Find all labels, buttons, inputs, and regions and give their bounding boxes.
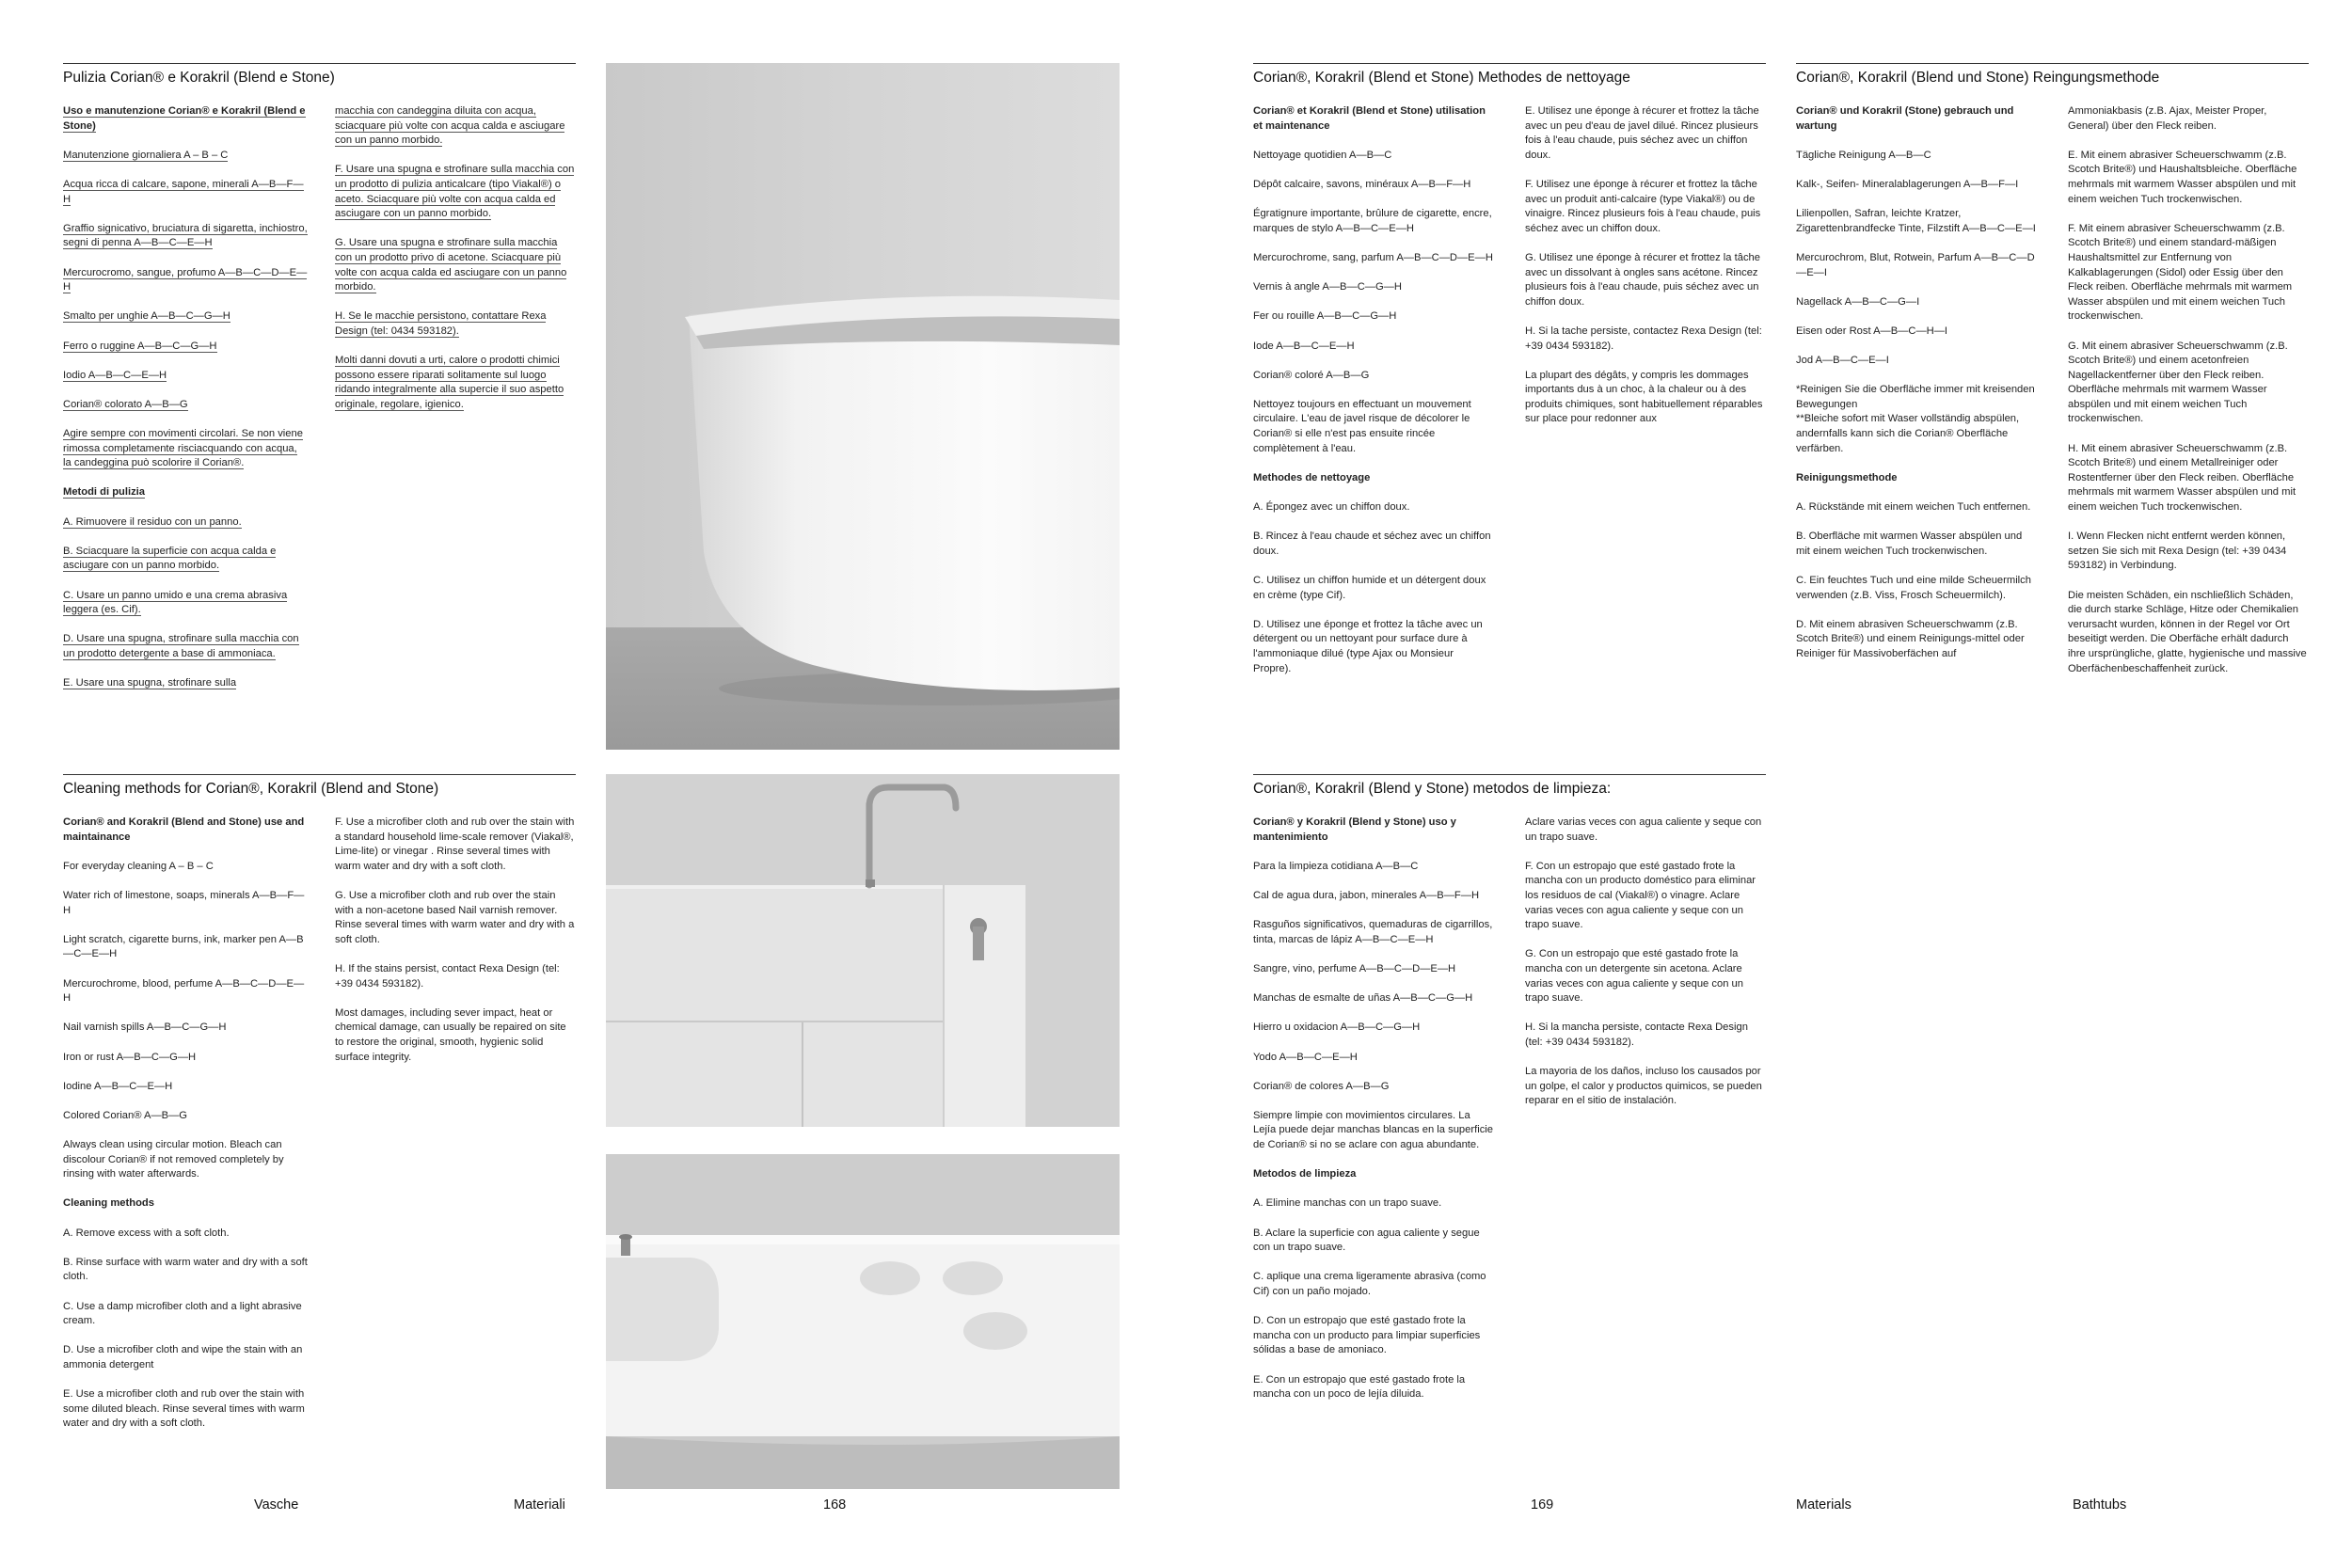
bathtub-photo	[606, 63, 1120, 750]
subheading	[1253, 104, 1493, 134]
paragraph-text: Vernis à angle A—B—C—G—H	[1253, 281, 1402, 293]
paragraph	[63, 1021, 308, 1036]
paragraph	[1796, 207, 2036, 236]
paragraph	[63, 933, 308, 962]
paragraph-text: Para la limpieza cotidiana A—B—C	[1253, 860, 1419, 872]
paragraph-text: F. Usare una spugna e strofinare sulla macchia con un prodotto di pulizia anticalcare (tipo Viakal®) o aceto. Sciacquare più volte con acqua calda ed asciugare con un panno morbido.	[335, 164, 575, 220]
paragraph-text: Metodi di pulizia	[63, 486, 146, 499]
paragraph-text: Uso e manutenzione Corian® e Korakril (Blend e Stone)	[63, 105, 306, 132]
paragraph	[63, 1080, 308, 1095]
paragraph	[335, 354, 575, 412]
paragraph	[1253, 1314, 1493, 1358]
paragraph-text: Corian® coloré A—B—G	[1253, 369, 1370, 381]
paragraph-text: Iodio A—B—C—E—H	[63, 369, 167, 381]
french-title: Corian®, Korakril (Blend et Stone) Methodes de nettoyage	[1253, 63, 1766, 87]
paragraph	[1796, 500, 2036, 515]
german-col-1	[1796, 104, 2036, 676]
paragraph-text: B. Rincez à l'eau chaude et séchez avec un chiffon doux.	[1253, 531, 1491, 557]
paragraph-text: Jod A—B—C—E—I	[1796, 355, 1889, 367]
paragraph	[1253, 991, 1493, 1006]
paragraph-text: D. Mit einem abrasiven Scheuerschwamm (z.B. Scotch Brite®) und einem Reinigungs-mittel oder Reiniger für Massivoberfächen auf	[1796, 618, 2025, 659]
paragraph	[2068, 589, 2309, 677]
paragraph	[1253, 1109, 1493, 1153]
paragraph	[335, 1006, 575, 1065]
footer-right-section: Bathtubs	[2073, 1497, 2127, 1513]
italian-section	[63, 63, 576, 750]
paragraph-text: A. Épongez avec un chiffon doux.	[1253, 501, 1410, 514]
paragraph-text: F. Use a microfiber cloth and rub over the stain with a standard household lime-scale remover (Viakal®, Lime-lite) or vinegar . Rinse several times with warm water and dry with a soft cloth.	[335, 816, 575, 872]
paragraph	[63, 632, 308, 661]
paragraph-text: G. Use a microfiber cloth and rub over the stain with a non-acetone based Nail varnish remover. Rinse several times with warm water and dry with a soft cloth.	[335, 889, 575, 945]
paragraph	[335, 236, 575, 294]
paragraph	[1253, 530, 1493, 559]
paragraph	[1525, 178, 1766, 236]
paragraph-text: Rasguños significativos, quemaduras de cigarrillos, tinta, marcas de lápiz A—B—C—E—H	[1253, 919, 1493, 945]
paragraph	[63, 977, 308, 1006]
paragraph-text: C. Utilisez un chiffon humide et un détergent doux en crème (type Cif).	[1253, 575, 1486, 601]
paragraph-text: Nagellack A—B—C—G—I	[1796, 295, 1920, 308]
paragraph-text: H. If the stains persist, contact Rexa Design (tel: +39 0434 593182).	[335, 962, 560, 990]
paragraph	[1253, 618, 1493, 676]
paragraph-text: Sangre, vino, perfume A—B—C—D—E—H	[1253, 962, 1456, 974]
paragraph-text: F. Utilisez une éponge à récurer et frottez la tâche avec un produit anti-calcaire (type Viakal®) ou de vinaigre. Rincez plusieurs fois à l'eau chaude, puis séchez avec un chiffon doux.	[1525, 178, 1761, 234]
paragraph-text: Agire sempre con movimenti circolari. Se non viene rimossa completamente risciacquando con acqua, la candeggina può scolorire il Corian®.	[63, 428, 303, 469]
paragraph-text: A. Remove excess with a soft cloth.	[63, 1227, 230, 1239]
spanish-title: Corian®, Korakril (Blend y Stone) metodos de limpieza:	[1253, 774, 1766, 798]
paragraph-text: Mercurochrome, blood, perfume A—B—C—D—E—H	[63, 977, 305, 1005]
paragraph	[63, 860, 308, 875]
paragraph-text: Ferro o ruggine A—B—C—G—H	[63, 340, 217, 352]
paragraph	[1525, 860, 1766, 933]
spanish-section	[1253, 774, 1766, 1489]
paragraph-text: Yodo A—B—C—E—H	[1253, 1051, 1358, 1063]
paragraph-text: F. Con un estropajo que esté gastado frote la mancha con un producto doméstico para eliminar los residuos de cal (Viakal®) o vinagre. Aclare varias veces con agua caliente y seque con un trapo suave.	[1525, 860, 1756, 931]
paragraph	[335, 889, 575, 947]
german-section	[1796, 63, 2309, 759]
paragraph-text: H. Mit einem abrasiver Scheuerschwamm (z.B. Scotch Brite®) und einem Metallreiniger oder Rostentferner über den Fleck reiben. Oberfläche mehrmals mit warmem Wasser abspülen und mit einem weichen Tuch trockenwischen.	[2068, 442, 2296, 514]
paragraph-text: Égratignure importante, brûlure de cigarette, encre, marques de stylo A—B—C—E—H	[1253, 208, 1492, 234]
paragraph-text: B. Oberfläche mit warmen Wasser abspülen und mit einem weichen Tuch trockenwischen.	[1796, 531, 2023, 557]
paragraph	[1525, 816, 1766, 845]
paragraph	[1796, 178, 2036, 193]
paragraph	[2068, 340, 2309, 428]
paragraph-text: D. Con un estropajo que esté gastado frote la mancha con un producto para limpiar superficies sólidas a base de amoniaco.	[1253, 1315, 1481, 1356]
paragraph-text: B. Aclare la superficie con agua caliente y segue con un trapo suave.	[1253, 1227, 1480, 1254]
paragraph	[1525, 251, 1766, 309]
paragraph	[335, 163, 575, 221]
paragraph	[63, 545, 308, 574]
subheading	[1253, 471, 1493, 486]
paragraph-text: E. Mit einem abrasiver Scheuerschwamm (z.B. Scotch Brite®) und Haushaltsbleiche. Oberfläche mehrmals mit warmem Wasser abspülen und mit einem weichen Tuch trockenwischen.	[2068, 149, 2297, 205]
french-col-2	[1525, 104, 1766, 442]
paragraph	[1253, 962, 1493, 977]
paragraph-text: Manchas de esmalte de uñas A—B—C—G—H	[1253, 992, 1473, 1005]
german-col-2	[2068, 104, 2309, 691]
paragraph	[2068, 149, 2309, 207]
paragraph-text: G. Utilisez une éponge à récurer et frottez la tâche avec un dissolvant à ongles sans acétone. Rincez plusieurs fois à l'eau chaude, puis séchez avec un chiffon doux.	[1525, 251, 1760, 308]
paragraph-text: Nettoyez toujours en effectuant un mouvement circulaire. L'eau de javel risque de décolorer le Corian® si elle n'est pas ensuite rincée complètement à l'eau.	[1253, 398, 1471, 454]
paragraph	[1253, 1196, 1493, 1212]
paragraph-text: G. Mit einem abrasiver Scheuerschwamm (z.B. Scotch Brite®) und einem acetonfreien Nagellackentferner über den Fleck reiben. Oberfläche mehrmals mit warmem Wasser abspülen und mit einem weichen Tuch trockenwischen.	[2068, 340, 2288, 425]
paragraph-text: Colored Corian® A—B—G	[63, 1109, 187, 1121]
paragraph	[63, 427, 308, 471]
washbasin-photo	[606, 1154, 1120, 1489]
paragraph	[63, 589, 308, 618]
paragraph-text: Nettoyage quotidien A—B—C	[1253, 149, 1392, 161]
french-section	[1253, 63, 1766, 759]
subheading	[1253, 816, 1493, 845]
paragraph-text: Hierro u oxidacion A—B—C—G—H	[1253, 1022, 1421, 1034]
paragraph-text: Manutenzione giornaliera A – B – C	[63, 149, 229, 161]
paragraph	[1253, 500, 1493, 515]
paragraph	[2068, 104, 2309, 134]
paragraph-text: Mercurochrome, sang, parfum A—B—C—D—E—H	[1253, 251, 1493, 263]
paragraph	[1796, 251, 2036, 280]
paragraph	[1253, 309, 1493, 325]
german-title: Corian®, Korakril (Blend und Stone) Reingungsmethode	[1796, 63, 2309, 87]
paragraph-text: Water rich of limestone, soaps, minerals A—B—F—H	[63, 889, 305, 916]
paragraph-text: Methodes de nettoyage	[1253, 471, 1371, 483]
paragraph	[1253, 574, 1493, 603]
paragraph-text: B. Sciacquare la superficie con acqua calda e asciugare con un panno morbido.	[63, 545, 277, 572]
english-col-1	[63, 816, 308, 1447]
paragraph-text: Dépôt calcaire, savons, minéraux A—B—F—H	[1253, 178, 1471, 190]
paragraph	[1253, 918, 1493, 947]
paragraph-text: E. Con un estropajo que esté gastado frote la mancha con un poco de lejía diluida.	[1253, 1373, 1466, 1401]
paragraph	[1253, 1080, 1493, 1095]
paragraph	[63, 889, 308, 918]
paragraph-text: Reinigungsmethode	[1796, 471, 1898, 483]
paragraph-text: Nail varnish spills A—B—C—G—H	[63, 1022, 227, 1034]
french-col-1	[1253, 104, 1493, 691]
footer-right-category: Materials	[1796, 1497, 1851, 1513]
paragraph	[63, 515, 308, 531]
subheading	[63, 1196, 308, 1212]
paragraph-text: Mercurocromo, sangue, profumo A—B—C—D—E—H	[63, 266, 308, 293]
footer-left-category: Materiali	[514, 1497, 565, 1513]
paragraph	[335, 309, 575, 339]
paragraph-text: Eisen oder Rost A—B—C—H—I	[1796, 325, 1948, 337]
paragraph	[63, 1109, 308, 1124]
paragraph-text: Molti danni dovuti a urti, calore o prodotti chimici possono essere riparati solitamente sul luogo ridando integralmente alla supercie il suo aspetto originale, regolare, igienico.	[335, 355, 564, 410]
paragraph	[1253, 398, 1493, 456]
paragraph	[63, 398, 308, 413]
paragraph-text: G. Usare una spugna e strofinare sulla macchia con un prodotto privo di acetone. Sciacquare più volte con acqua calda ed asciugare con un panno morbido.	[335, 237, 567, 293]
paragraph	[335, 962, 575, 991]
paragraph	[1525, 947, 1766, 1006]
paragraph	[1253, 340, 1493, 355]
paragraph	[1525, 369, 1766, 427]
paragraph-text: Corian® colorato A—B—G	[63, 398, 188, 410]
paragraph-text: Iron or rust A—B—C—G—H	[63, 1051, 197, 1063]
subheading	[63, 485, 308, 500]
paragraph-text: Cal de agua dura, jabon, minerales A—B—F—H	[1253, 889, 1480, 901]
paragraph-text: E. Use a microfiber cloth and rub over the stain with some diluted bleach. Rinse several times with warm water and dry with a soft cloth.	[63, 1388, 305, 1430]
paragraph	[63, 1343, 308, 1372]
subheading	[1253, 1167, 1493, 1182]
paragraph	[63, 1300, 308, 1329]
paragraph	[63, 149, 308, 164]
spanish-col-2	[1525, 816, 1766, 1123]
paragraph	[2068, 222, 2309, 325]
paragraph	[63, 1256, 308, 1285]
paragraph-text: C. aplique una crema ligeramente abrasiva (como Cif) con un paño mojado.	[1253, 1271, 1486, 1297]
italian-title: Pulizia Corian® e Korakril (Blend e Stone)	[63, 63, 576, 87]
paragraph	[1253, 178, 1493, 193]
paragraph-text: Smalto per unghie A—B—C—G—H	[63, 310, 230, 323]
paragraph-text: La plupart des dégâts, y compris les dommages importants dus à un choc, à la chaleur ou à des produits chimiques, sont habituellement réparables sur place pour redonner aux	[1525, 369, 1763, 425]
italian-col-1	[63, 104, 308, 705]
paragraph-text: Iode A—B—C—E—H	[1253, 340, 1355, 352]
paragraph-text: I. Wenn Flecken nicht entfernt werden können, setzen Sie sich mit Rexa Design (tel: +39 0434 593182) in Verbindung.	[2068, 531, 2287, 572]
paragraph-text: Acqua ricca di calcare, sapone, minerali A—B—F—H	[63, 178, 304, 205]
paragraph	[63, 266, 308, 295]
paragraph	[1253, 1051, 1493, 1066]
paragraph	[1253, 889, 1493, 904]
paragraph-text: Ammoniakbasis (z.B. Ajax, Meister Proper, General) über den Fleck reiben.	[2068, 105, 2267, 132]
paragraph	[63, 178, 308, 207]
paragraph-text: Tägliche Reinigung A—B—C	[1796, 149, 1931, 161]
paragraph	[1253, 1227, 1493, 1256]
paragraph-text: D. Usare una spugna, strofinare sulla macchia con un prodotto detergente a base di ammoniaca.	[63, 633, 299, 659]
paragraph-text: C. Ein feuchtes Tuch und eine milde Scheuermilch verwenden (z.B. Viss, Frosch Scheuermilch).	[1796, 575, 2031, 601]
subheading	[1796, 104, 2036, 134]
footer-right-page-number: 169	[1531, 1497, 1554, 1513]
paragraph-text: A. Rimuovere il residuo con un panno.	[63, 515, 242, 528]
paragraph	[1796, 530, 2036, 559]
paragraph	[1253, 1270, 1493, 1299]
paragraph	[1525, 325, 1766, 354]
paragraph	[1253, 1373, 1493, 1402]
paragraph-text: B. Rinse surface with warm water and dry with a soft cloth.	[63, 1256, 308, 1283]
paragraph	[1253, 149, 1493, 164]
paragraph-text: Graffio signicativo, bruciatura di sigaretta, inchiostro, segni di penna A—B—C—E—H	[63, 222, 308, 249]
paragraph	[63, 369, 308, 384]
paragraph	[1796, 354, 2036, 369]
paragraph	[1796, 325, 2036, 340]
paragraph-text: Corian® et Korakril (Blend et Stone) utilisation et maintenance	[1253, 105, 1486, 132]
paragraph	[1796, 295, 2036, 310]
paragraph-text: A. Rückstände mit einem weichen Tuch entfernen.	[1796, 501, 2031, 514]
paragraph-text: F. Mit einem abrasiver Scheuerschwamm (z.B. Scotch Brite®) und einem standard-mäßigen Haushaltsmittel zur Entfernung von Kalkablagerungen (Sidol) oder Essig über den Fleck reiben. Oberfläche mehrmals mit warmem Wasser abspülen und mit einem weichen Tuch trockenwischen.	[2068, 222, 2293, 323]
paragraph-text: E. Usare una spugna, strofinare sulla	[63, 677, 237, 689]
paragraph	[63, 1387, 308, 1432]
paragraph-text: D. Utilisez une éponge et frottez la tâche avec un détergent ou un nettoyant pour surface dure à l'ammoniaque dilué (type Ajax ou Monsieur Propre).	[1253, 618, 1483, 674]
paragraph-text: Kalk-, Seifen- Mineralablagerungen A—B—F—I	[1796, 178, 2019, 190]
english-title: Cleaning methods for Corian®, Korakril (Blend and Stone)	[63, 774, 576, 798]
paragraph-text: Light scratch, cigarette burns, ink, marker pen A—B—C—E—H	[63, 933, 304, 960]
english-col-2	[335, 816, 575, 1080]
subheading	[63, 104, 308, 134]
paragraph-text: For everyday cleaning A – B – C	[63, 860, 214, 872]
paragraph	[1253, 280, 1493, 295]
paragraph-text: *Reinigen Sie die Oberfläche immer mit kreisenden Bewegungen **Bleiche sofort mit Waser vollständig abspülen, andernfalls kann sich die Corian® Oberfläche verfärben.	[1796, 384, 2035, 454]
paragraph	[63, 676, 308, 691]
paragraph-text: Corian® und Korakril (Stone) gebrauch und wartung	[1796, 105, 2014, 132]
paragraph-text: macchia con candeggina diluita con acqua, sciacquare più volte con acqua calda e asciugare con un panno morbido.	[335, 105, 565, 147]
paragraph-text: C. Use a damp microfiber cloth and a light abrasive cream.	[63, 1300, 302, 1327]
paragraph-text: C. Usare un panno umido e una crema abrasiva leggera (es. Cif).	[63, 589, 288, 616]
paragraph	[1796, 383, 2036, 456]
paragraph-text: Die meisten Schäden, ein nschließlich Schäden, die durch starke Schläge, Hitze oder Chemikalien verursacht wurden, können in der Regel vor Ort beseitigt werden. Die Oberfäche erhält dadurch ihre ursprüngliche, glatte, hygienische und massive Oberfächenbeschaffenheit zurück.	[2068, 589, 2307, 674]
paragraph-text: E. Utilisez une éponge à récurer et frottez la tâche avec un peu d'eau de javel dilué. Rincez plusieurs fois à l'eau chaude, puis séchez avec un chiffon doux.	[1525, 105, 1759, 161]
footer-left-section: Vasche	[254, 1497, 299, 1513]
paragraph-text: La mayoria de los daños, incluso los causados por un golpe, el calor y productos quimicos, se pueden reparar en el sitio de instalación.	[1525, 1066, 1762, 1107]
paragraph	[1525, 104, 1766, 163]
paragraph-text: Cleaning methods	[63, 1197, 154, 1210]
italian-col-2	[335, 104, 575, 427]
paragraph-text: Iodine A—B—C—E—H	[63, 1080, 173, 1092]
paragraph	[1253, 860, 1493, 875]
paragraph-text: G. Con un estropajo que esté gastado frote la mancha con un detergente sin acetona. Aclare varias veces con agua caliente y seque con un trapo suave.	[1525, 948, 1743, 1005]
paragraph-text: Mercurochrom, Blut, Rotwein, Parfum A—B—C—D—E—I	[1796, 251, 2035, 278]
footer-left-page-number: 168	[823, 1497, 847, 1513]
paragraph-text: Corian® and Korakril (Blend and Stone) use and maintainance	[63, 816, 305, 843]
paragraph-text: Aclare varias veces con agua caliente y seque con un trapo suave.	[1525, 816, 1762, 843]
paragraph	[63, 340, 308, 355]
paragraph	[1253, 1021, 1493, 1036]
paragraph	[1253, 251, 1493, 266]
paragraph	[1253, 369, 1493, 384]
paragraph	[63, 309, 308, 325]
paragraph-text: Fer ou rouille A—B—C—G—H	[1253, 310, 1397, 323]
paragraph-text: D. Use a microfiber cloth and wipe the stain with an ammonia detergent	[63, 1344, 303, 1370]
paragraph	[63, 1051, 308, 1066]
paragraph	[1525, 1021, 1766, 1050]
paragraph	[335, 816, 575, 874]
paragraph	[1796, 149, 2036, 164]
paragraph	[335, 104, 575, 149]
paragraph-text: H. Si la tache persiste, contactez Rexa Design (tel: +39 0434 593182).	[1525, 325, 1762, 352]
english-section	[63, 774, 576, 1489]
paragraph	[2068, 530, 2309, 574]
paragraph	[1525, 1065, 1766, 1109]
paragraph	[63, 1138, 308, 1182]
paragraph-text: Lilienpollen, Safran, leichte Kratzer, Zigarettenbrandfecke Tinte, Filzstift A—B—C—E—I	[1796, 208, 2036, 234]
paragraph	[63, 222, 308, 251]
paragraph-text: H. Se le macchie persistono, contattare Rexa Design (tel: 0434 593182).	[335, 310, 547, 337]
paragraph	[1796, 574, 2036, 603]
paragraph	[1253, 207, 1493, 236]
paragraph-text: Always clean using circular motion. Bleach can discolour Corian® if not removed completely by rinsing with water afterwards.	[63, 1139, 284, 1180]
paragraph	[2068, 442, 2309, 515]
paragraph	[1796, 618, 2036, 662]
paragraph-text: Most damages, including sever impact, heat or chemical damage, can usually be repaired on site to restore the original, smooth, hygienic solid surface integrity.	[335, 1006, 566, 1063]
paragraph-text: H. Si la mancha persiste, contacte Rexa Design (tel: +39 0434 593182).	[1525, 1022, 1748, 1048]
paragraph-text: Corian® y Korakril (Blend y Stone) uso y mantenimiento	[1253, 816, 1456, 843]
spanish-col-1	[1253, 816, 1493, 1417]
paragraph-text: Corian® de colores A—B—G	[1253, 1080, 1390, 1092]
paragraph	[63, 1227, 308, 1242]
subheading	[1796, 471, 2036, 486]
paragraph-text: Metodos de limpieza	[1253, 1168, 1357, 1180]
paragraph-text: Siempre limpie con movimientos circulares. La Lejía puede dejar manchas blancas en la superficie de Corian® si no se aclare con agua abundante.	[1253, 1109, 1493, 1151]
paragraph-text: A. Elimine manchas con un trapo suave.	[1253, 1197, 1442, 1210]
subheading	[63, 816, 308, 845]
faucet-vanity-photo	[606, 774, 1120, 1127]
